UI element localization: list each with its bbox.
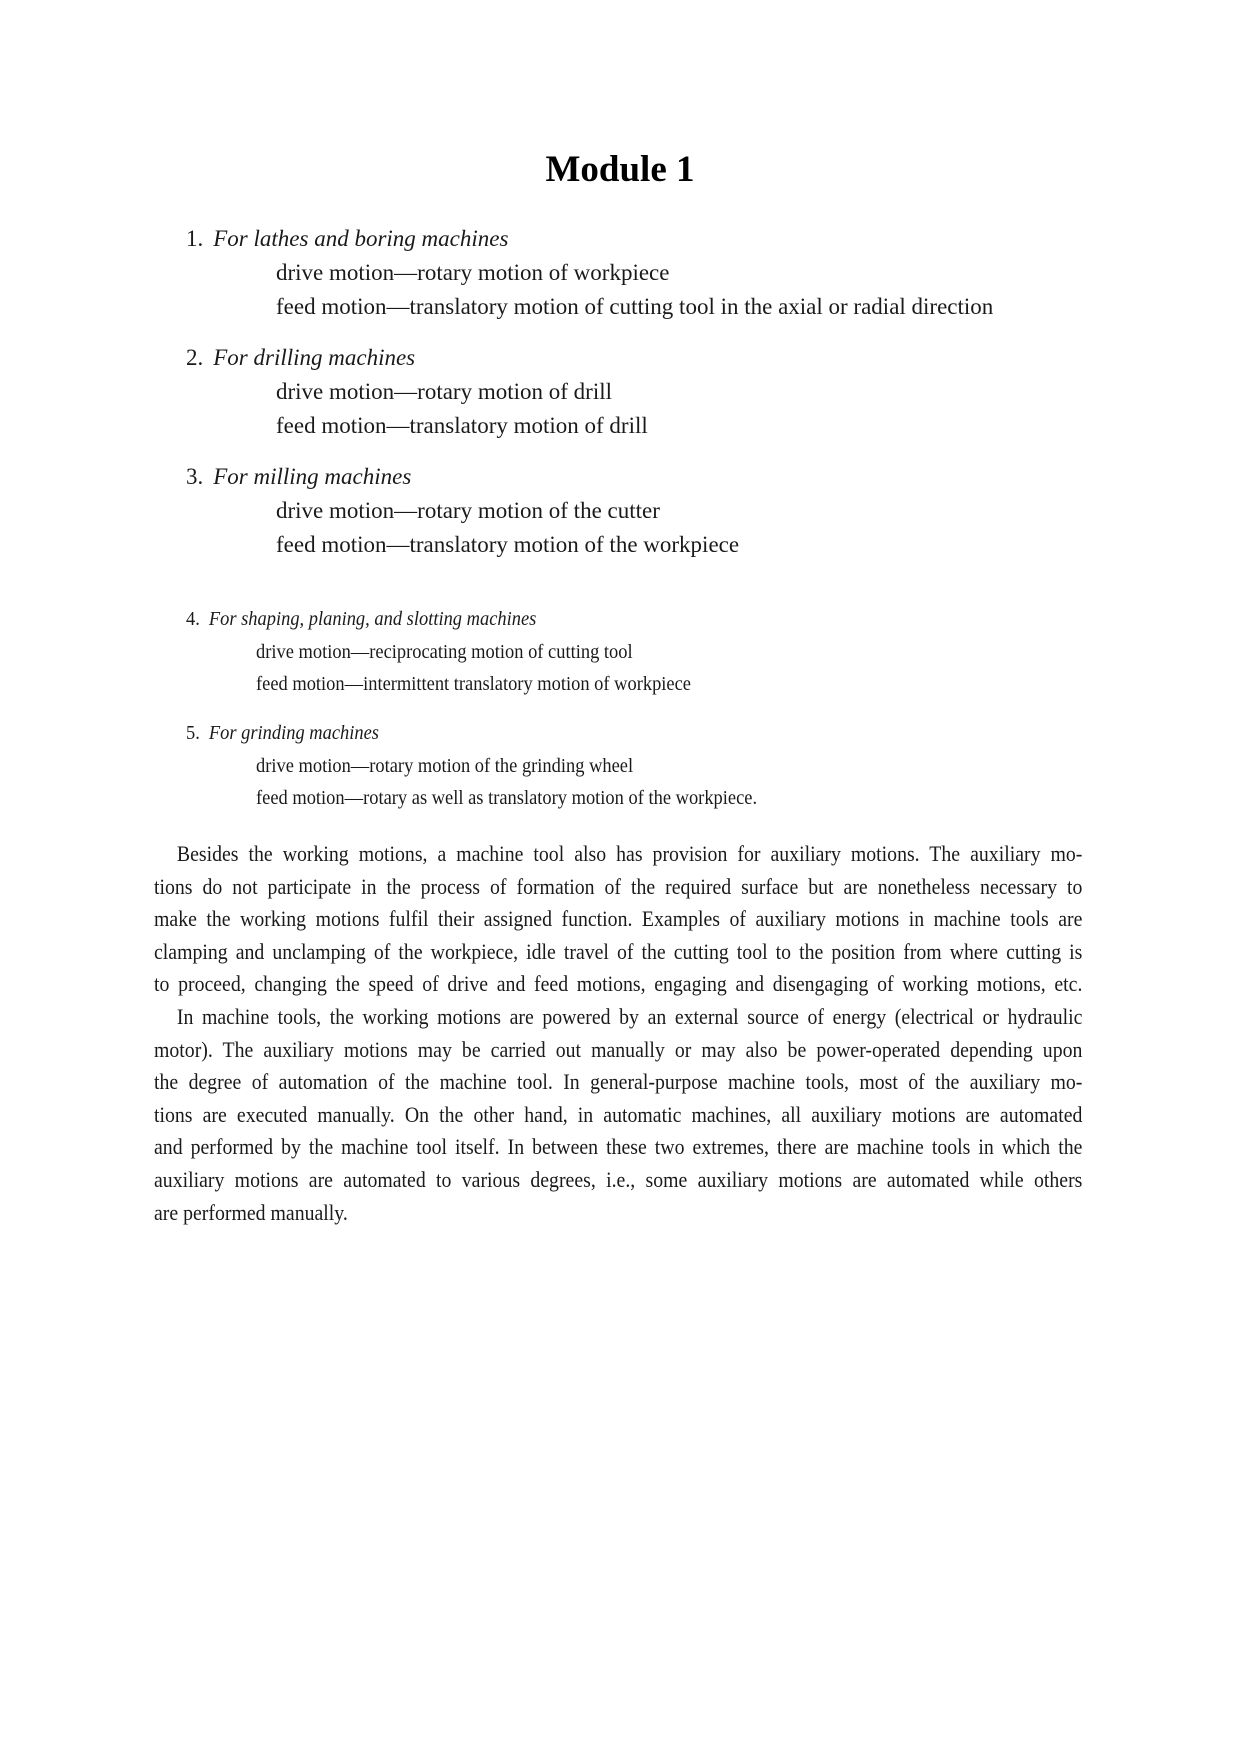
- item-heading: For drilling machines: [213, 345, 416, 370]
- paragraph-line: auxiliary motions are automated to various degrees, i.e., some auxiliary motions are automated while others: [154, 1166, 1083, 1192]
- feed-motion: feed motion—rotary as well as translatory motion of the workpiece.: [256, 787, 758, 809]
- page-title: Module 1: [545, 149, 695, 190]
- paragraph-line: and performed by the machine tool itself. In between these two extremes, there are machine tools in which the: [154, 1134, 1083, 1160]
- item-heading: For shaping, planing, and slotting machines: [208, 608, 537, 630]
- paragraph-line: Besides the working motions, a machine tool also has provision for auxiliary motions. The auxiliary mo-: [176, 841, 1083, 866]
- list-item-lathes: [186, 222, 993, 324]
- item-number: 1.: [186, 226, 204, 251]
- feed-motion: feed motion—translatory motion of the workpiece: [276, 532, 740, 557]
- item-heading: For grinding machines: [208, 722, 379, 744]
- paragraph-line: tions do not participate in the process of formation of the required surface but are nonetheless necessary to: [154, 873, 1083, 899]
- item-number: 5.: [186, 722, 200, 744]
- paragraph-line: make the working motions fulfil their assigned function. Examples of auxiliary motions in machine tools are: [154, 906, 1083, 932]
- drive-motion: drive motion—rotary motion of the cutter: [276, 498, 660, 523]
- item-heading: For lathes and boring machines: [213, 226, 509, 251]
- item-heading: For milling machines: [213, 464, 412, 489]
- paragraph-line: clamping and unclamping of the workpiece, idle travel of the cutting tool to the position from where cutting is: [154, 938, 1083, 964]
- list-item-shaping: [186, 603, 739, 701]
- paragraph-line: In machine tools, the working motions are powered by an external source of energy (electrical or hydraulic: [176, 1003, 1083, 1029]
- feed-motion: feed motion—intermittent translatory motion of workpiece: [256, 673, 692, 695]
- drive-motion: drive motion—rotary motion of workpiece: [276, 260, 670, 285]
- drive-motion: drive motion—reciprocating motion of cutting tool: [256, 640, 633, 663]
- item-number: 3.: [186, 464, 204, 489]
- paragraph-line: the degree of automation of the machine tool. In general-purpose machine tools, most of the auxiliary mo-: [154, 1069, 1083, 1095]
- list-item-drilling: [186, 341, 648, 443]
- feed-motion: feed motion—translatory motion of drill: [276, 413, 648, 438]
- feed-motion: feed motion—translatory motion of cutting tool in the axial or radial direction: [276, 294, 994, 319]
- item-number: 4.: [186, 608, 200, 630]
- paragraph-line: are performed manually.: [154, 1199, 348, 1225]
- drive-motion: drive motion—rotary motion of the grinding wheel: [256, 754, 634, 777]
- paragraph-line: to proceed, changing the speed of drive and feed motions, engaging and disengaging of working motions, etc.: [154, 971, 1083, 997]
- item-number: 2.: [186, 345, 204, 370]
- paragraph-line: tions are executed manually. On the other hand, in automatic machines, all auxiliary motions are automated: [154, 1101, 1083, 1127]
- paragraph-line: motor). The auxiliary motions may be carried out manually or may also be power-operated depending upon: [154, 1036, 1083, 1062]
- list-item-grinding: [186, 717, 813, 815]
- drive-motion: drive motion—rotary motion of drill: [276, 379, 613, 404]
- body-paragraphs: [154, 838, 1082, 1229]
- list-item-milling: [186, 460, 739, 562]
